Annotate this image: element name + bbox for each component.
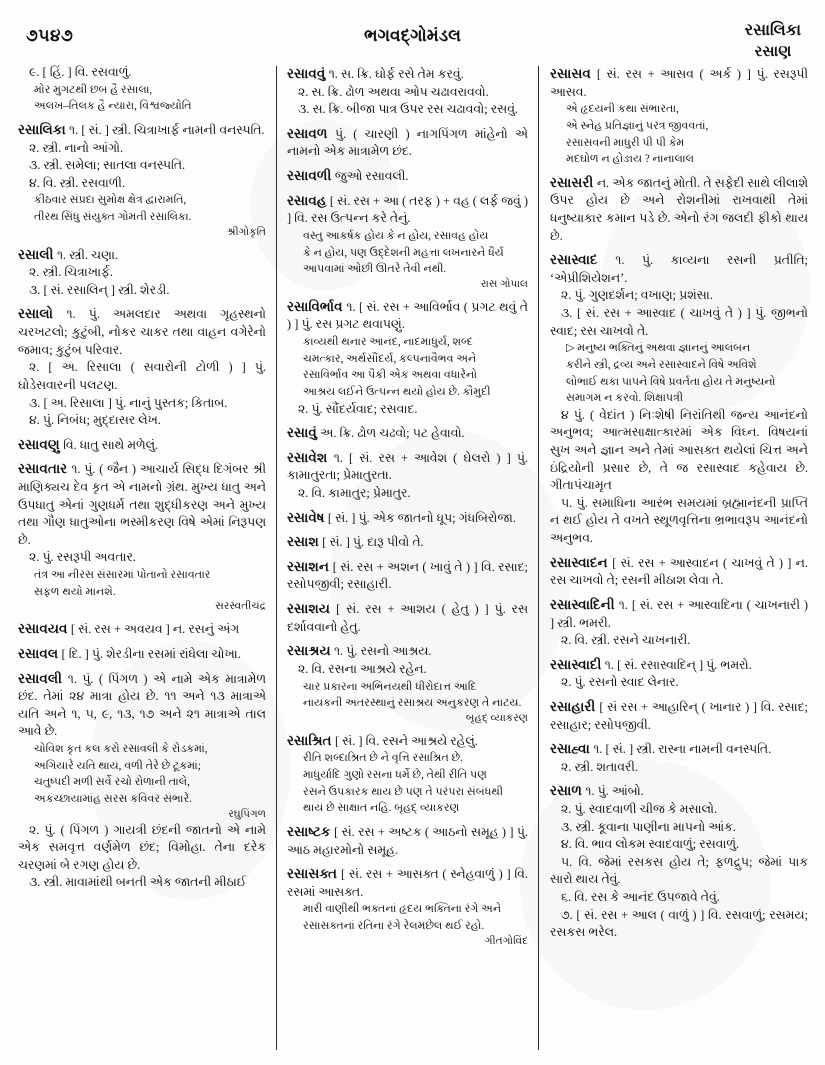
entry-sense: અ. ક્રિ. ઢોળ ચઢવો; ૫ટ હેવાવો. bbox=[320, 426, 465, 441]
dictionary-entry bbox=[550, 655, 808, 692]
entry-sense: ૩. [ સં. રસાલિન્ ] સ્ત્રી. શેરડી. bbox=[29, 282, 170, 297]
entry-sense: ૧. [ સં. રસ + આવિર્ભાવ ( પ્રગટ થવું તે ) ] પું. રસ પ્રગટ થવાપણું. bbox=[287, 299, 529, 332]
entry-sense: ૪. વિ. ભાવ લોકમ સ્વાદવાળું; રસવાળું. bbox=[561, 837, 740, 852]
entry-headword: રસાલી bbox=[18, 246, 57, 262]
entry-quotation: વસ્તુ આકર્ષક હોય કે ન હોય, રસાવહ હોય bbox=[303, 229, 489, 242]
entry-sense: [ સં. રસ + આસવ ( અર્ક ) ] પું. રસરૂપી આસવ. bbox=[550, 67, 808, 99]
quote-citation: સરસ્વતીચંદ્ર bbox=[215, 601, 266, 613]
entry-quotation: આપવામાં ઓછી ઊતરે તેવી નથી. bbox=[303, 263, 447, 276]
quote-citation: રાસ ગોપાલ bbox=[480, 278, 528, 290]
entry-quotation: તીરથ સિંધુ સંયુક્ત ગોમતી રસાલિકા. bbox=[34, 210, 192, 223]
entry-quotation: રસાસક્તનાં રતિના રંગે રેલમછેલ થઈ રહો. bbox=[303, 920, 485, 933]
entry-quotation: તંત્ર આ નીરસ સંસારમાં પોતાનો રસાવતાર bbox=[34, 569, 211, 581]
dictionary-entry bbox=[550, 64, 808, 168]
entry-headword: રસાવલી bbox=[18, 670, 68, 686]
dictionary-entry bbox=[18, 64, 266, 115]
entry-sense: ૨. વિ. કામાતુર; પ્રેમાતુર. bbox=[298, 486, 411, 501]
dictionary-entry bbox=[287, 731, 528, 817]
entry-headword: રસાલો bbox=[18, 306, 67, 322]
entry-sense: ૧. [ સં. ] સ્ત્રી. રાસ્ના નામની વનસ્પતિ. bbox=[593, 742, 772, 757]
dictionary-entry bbox=[287, 448, 528, 503]
entry-sense: ૩. [ સં. રસ + આસ્વાદ ( ચાખવું તે ) ] પું. જીભનો સ્વાદ; રસ ચાખવો તે. bbox=[550, 306, 808, 338]
entry-quotation: મારી વાણીથી ભક્તનાં હૃદય ભક્તિના રંગે અને bbox=[303, 903, 502, 916]
entry-headword: રસાવળી bbox=[287, 168, 335, 184]
dictionary-entry bbox=[287, 557, 528, 594]
dictionary-entry bbox=[550, 595, 808, 650]
entry-headword: રસાવતાર bbox=[18, 461, 72, 477]
entry-headword: રસાહારી bbox=[550, 698, 600, 714]
entry-sense: ૫. વિ. જેમાં રસકસ હોય તે; ફળદ્રુપ; જેમાં પાક સારો થાય તેવું. bbox=[550, 854, 808, 887]
dictionary-entry bbox=[287, 864, 528, 949]
entry-sense: ૩. સ્ત્રી. સમેલા; સાતલા વનસ્પતિ. bbox=[29, 158, 186, 173]
dictionary-entry bbox=[18, 120, 266, 240]
entry-sense: ૨. પું. ગુણદર્શન; વખાણ; પ્રશંસા. bbox=[561, 288, 713, 303]
entry-headword: રસાસ્વાદિની bbox=[550, 596, 619, 612]
entry-sense: ૨. સ. ક્રિ. ઢોળ અથવા ઓપ ચઢાવરાવવો. bbox=[298, 84, 489, 99]
entry-sense: [ સં. રસ + અષ્ટક ( આઠનો સમૂહ ) ] પું. આઠ મહારમોનો સમૂહ. bbox=[287, 825, 528, 857]
entry-sense: [ દિ. ] પું. શેરડીના રસમાં રાંધેલા ચોખા. bbox=[61, 646, 241, 661]
guide-word-bottom: રસાણ bbox=[754, 43, 792, 60]
dictionary-entry bbox=[550, 553, 808, 590]
dictionary-entry bbox=[287, 64, 528, 119]
guide-words bbox=[745, 20, 801, 62]
book-title: ભગવદ્ગોમંડલ bbox=[364, 26, 461, 45]
entry-quotation: આશ્રય લઈને ઉત્પન્ન થયો હોય છે. કૌમુદી bbox=[303, 385, 491, 398]
entry-sense: [ સં. રસ + આસ્વાદન ( ચાખવું તે ) ] ન. રસ ચાખવો તે; રસની મીઠાશ લેવા તે. bbox=[550, 555, 808, 588]
entry-headword: રસાશય bbox=[287, 601, 337, 617]
entry-sense: ૨. વિ. રસના આશ્રયે રહેન. bbox=[298, 661, 427, 676]
entry-sense: ૧. પું. રસનો આશ્રય. bbox=[333, 644, 432, 659]
entry-sense: ૪. વિ. સ્ત્રી. રસવાળી. bbox=[29, 175, 126, 190]
entry-headword: રસાવહ bbox=[287, 192, 330, 208]
entry-headword: રસાવયવ bbox=[18, 621, 71, 637]
entry-sense: ૩. [ અ. રિસાલા ] પું. નાનું પુસ્તક; કિતાબ. bbox=[29, 395, 228, 410]
entry-quotation: માધુર્યાદિ ગુણો રસના ધર્મે છે, તેથી રીતિ પણ bbox=[303, 769, 487, 782]
entry-headword: રસાવિર્ભાવ bbox=[287, 298, 347, 314]
entry-quotation: એ હૃદયની કથા સંભારતા, bbox=[566, 103, 679, 116]
dictionary-entry bbox=[287, 532, 528, 552]
entry-sense: ૭. [ સં. રસ + આલ ( વાળું ) ] વિ. રસવાળું; રસમય; રસકસ ભરેલ. bbox=[550, 907, 808, 940]
entry-sense: ૫. પું. સમાધિના આરંભ સમયમાં બ્રહ્માનંદની પ્રાપ્તિ ન થઈ હોય તે વખતે સ્થૂળવૃત્તિના ભ્રભાવરૂપ આનંદનો અનુભવ. bbox=[550, 495, 808, 546]
entry-sense: ૨. પું. ( પિંગળ ) ગાયત્રી છંદની જાતનો એ નામે એક સમવૃત્ત વર્ણમેળ છંદ; વિમોહા. તેના દરેક ચરણમાં બે રગણ હોય છે. bbox=[18, 822, 266, 872]
dictionary-entry bbox=[18, 435, 266, 455]
entry-sense: ૨. વિ. સ્ત્રી. રસને ચાખનારી. bbox=[561, 633, 691, 648]
entry-quotation: કે ન હોય, પણ ઉદ્દેશની મહત્તા લખનારને ધૈર્ય bbox=[303, 246, 504, 259]
entry-sense: ૨. [ અ. રિસાલા ( સવારોની ટોળી ) ] પું. ઘોડેસવારની પલટણ. bbox=[18, 360, 266, 392]
entry-sense: ૧. [ સં. રસ + આસ્વાદિના ( ચાખનારી ) ] સ્ત્રી. ભમરી. bbox=[550, 597, 808, 630]
entry-quotation: રસાવિર્ભાવ આ પૈકી એક અથવા વધારેનો bbox=[303, 369, 477, 382]
dictionary-entry bbox=[287, 822, 528, 859]
entry-headword: રસાવેશ bbox=[287, 449, 334, 465]
entry-sense: ૧. [ સં. રસાસ્વાદિન્ ] પું. ભમરો. bbox=[604, 657, 752, 672]
entry-sense: ૧. પું. કાવ્યના રસની પ્રતીતિ; ‘એપ્રીશિયેશન’. bbox=[550, 253, 808, 285]
dictionary-entry bbox=[550, 250, 808, 547]
entry-sense: ૧. [ સં. રસ + આવેશ ( ઘેલરો ) ] પું. કામાતુરતા; પ્રેમાતુરતા. bbox=[287, 450, 528, 483]
entry-sense: ૪. પું. નિબંધ; મુદ્દાસર લેખ. bbox=[29, 413, 161, 428]
dictionary-entry bbox=[550, 173, 808, 245]
entry-quotation: કાવ્યથી થનાર આનંદ, નાદમાધુર્ય, શબ્દ bbox=[303, 336, 473, 349]
entry-sense: ૨. સ્ત્રી. શતાવરી. bbox=[561, 759, 638, 774]
entry-headword: રસાશ bbox=[287, 534, 323, 550]
dictionary-entry bbox=[550, 739, 808, 776]
entry-headword: રસાસરી bbox=[550, 174, 597, 190]
entry-sense: ૧. પું. ( પિંગળ ) એ નામે એક માત્રામેળ છંદ. તેમાં ૨૪ માત્રા હોય છે. ૧૧ અને ૧૩ માત્રાએ યતિ અને ૧, ૫, ૯, ૧૩, ૧૭ અને ૨૧ માત્રાએ તાલ આવે છે. bbox=[18, 671, 266, 739]
entry-headword: રસાવેષ bbox=[287, 509, 328, 525]
entry-sense: ૨. સ્ત્રી. નાનો આંગો. bbox=[29, 140, 124, 155]
entry-quotation: મોર મુગટથી છબ હૈ રસાલા, bbox=[34, 83, 153, 96]
entry-quotation: ચમત્કાર, અર્થસૌંદર્ય, કલ્પનાવૈભવ અને bbox=[303, 352, 477, 365]
entry-quotation: ચતુષ્પદી મળી સર્વે રચો રોળાની તાલે, bbox=[34, 776, 190, 789]
page-number: ૭૫૪૭ bbox=[26, 26, 74, 45]
page-header bbox=[0, 14, 825, 66]
entry-quotation: સમાગમ ન કરવો. શિક્ષાપત્રી bbox=[566, 392, 684, 405]
entry-sense: [ સં. રસ + આશય ( હેતુ ) ] પું. રસ દર્શાવવાનો હેતુ. bbox=[287, 602, 528, 634]
entry-quotation: અગિયારે યતિ થાય, વળી તેરે છે ટૂકમાં; bbox=[34, 759, 201, 772]
entry-quotation: એ સ્નેહ પ્રતિજ્ઞાનું પરત્ર જીવવતાં, bbox=[566, 119, 709, 132]
entry-sense: ૨. પું. સૌંદર્યવાદ; રસવાદ. bbox=[298, 401, 418, 416]
entry-sense: [ સં. રસ + અશન ( ખાવું તે ) ] વિ. રસાદ; રસોપજીવી; રસાહારી. bbox=[287, 559, 528, 592]
entry-headword: રસાવવું bbox=[287, 66, 329, 81]
column-container bbox=[18, 64, 808, 1056]
entry-quotation: અલખ–તિલક હૈ ન્યારા, વિશ્વજ્યોતિ bbox=[34, 100, 192, 113]
column-2 bbox=[276, 64, 538, 1056]
entry-sense: ૧. પું. આંબો. bbox=[585, 784, 644, 799]
entry-quotation: રસાસવની માધુરી પી પી કેમ bbox=[566, 136, 685, 149]
entry-sense: ૩. સ્ત્રી. કૂવાના પાણીના માપનો આંક. bbox=[561, 819, 736, 834]
entry-headword: રસાવણુ bbox=[18, 436, 64, 452]
entry-quotation: કીઠવાર સંપ્રદા સુમોક્ષ ક્ષેત્ર દ્વારામતિ, bbox=[34, 194, 187, 207]
entry-sense: ૧. સ. ક્રિ. ઘોર્ફ રસે તેમ કરવું. bbox=[328, 67, 464, 81]
entry-sense: [ સં. ] પું. દારૂ પીવો તે. bbox=[322, 535, 424, 550]
entry-headword: રસાસ્વાદ bbox=[550, 252, 616, 268]
entry-headword: રસાવું bbox=[287, 425, 321, 441]
dictionary-entry bbox=[287, 124, 528, 161]
entry-sense: [ સં. ] પું. એક જાતનો ધૂપ; ગંધબિરોજા. bbox=[327, 510, 516, 525]
entry-headword: રસાવળ bbox=[287, 125, 335, 141]
entry-quotation: મદઘોળ ન હોઙાય ? નાનાલાલ bbox=[566, 153, 694, 166]
entry-headword: રસાસ્વાદી bbox=[550, 656, 605, 672]
dictionary-entry bbox=[287, 166, 528, 186]
guide-word-top: રસાલિકા bbox=[744, 22, 801, 39]
entry-sense: ૨. પું. સ્વાદવાળી ચીજ કે મસાલો. bbox=[561, 802, 718, 817]
entry-sense: ૧. પું. ( જૈન ) આચાર્ય સિદ્ધ દિગંબર શ્રી માણિક્યચ દેવ કૃત એ નામનો ગ્રંથ. મુખ્ય ધાતુ અને ઉપધાતુ એનાં ગુણધર્મ તથા શુદ્ધીકરણ અને મુખ્ય તથા ગૌણ ધાતુઓના ભસ્મીકરણ વિષે એમાં નિરૂપણ છે. bbox=[18, 462, 267, 547]
dictionary-entry bbox=[550, 697, 808, 734]
dictionary-entry bbox=[287, 423, 528, 443]
entry-headword: રસાશ્રય bbox=[287, 643, 334, 659]
entry-sense: [ સં. રસ + આસક્ત ( સ્નેહવાળું ) ] વિ. રસમાં આસક્ત. bbox=[287, 867, 528, 899]
entry-quotation: રીતિ શબ્દાશ્રિત છે ને વૃત્તિ રસાશ્રિત છે. bbox=[303, 752, 463, 765]
dictionary-entry bbox=[287, 641, 528, 726]
entry-sense: ૧. પું. અમલદાર અથવા ગૃહસ્થનો ચરખટલો; કુટુંબી, નોકર ચાકર તથા વાહન વગેરેનો જમાવ; કુટુંબ પરિવાર. bbox=[18, 307, 267, 357]
quote-citation: ગીતગોવિંદ bbox=[484, 935, 528, 947]
entry-sense: [ સં. ] વિ. રસને આશ્રયે રહેલું. bbox=[334, 733, 478, 748]
entry-headword: રસાષ્ટક bbox=[287, 824, 335, 840]
entry-sense: ૧. [ સં. ] સ્ત્રી. ચિત્રાખાર્ફ નામની વનસ્પતિ. bbox=[69, 122, 265, 137]
entry-sense: ૪ પું. ( વેદાંત ) નિઃશેષી નિરાંતિથી જન્ય આનંદનો અનુભવ; આત્મસાક્ષાત્કારમાં એક વિઘ્ન. વિષયનાં સુખ અને જ્ઞાન અને તેમાં આસક્ત થયેલાં ચિત્ત અને ઇંદ્રિયોની પ્રસાર છે, તે જ રસાસ્વાદ કહેવાય છે. ગીતાપંચામૃત bbox=[550, 407, 808, 493]
dictionary-entry bbox=[287, 191, 528, 292]
quote-citation: શ્રીગોકૃતિ bbox=[227, 226, 266, 238]
column-1 bbox=[18, 64, 276, 1056]
entry-quotation: લોભાઈ થકા પાપને વિષે પ્રવર્તતા હોય તે મનુષ્યનો bbox=[566, 375, 776, 388]
entry-sense: [ સં. રસ + આ ( તરફ ) + વહ ( લર્ફ જવું ) ] વિ. રસ ઉત્પન્ન કરે તેનું. bbox=[287, 193, 528, 226]
entry-sense: [ સં રસ + આહારિન્ ( ખાનાર ) ] વિ. રસાદ; રસાહાર; રસોપજીવી. bbox=[550, 699, 808, 732]
entry-quotation: અકંચ્છાયામાંહ સરસ કવિવર સંભારે. bbox=[34, 792, 193, 805]
entry-sense: ૬. વિ. રસ કે આનંદ ઉપજાવે તેવું. bbox=[561, 890, 720, 905]
entry-quotation: કરીને સ્ત્રી, દ્રવ્ય અને રસાસ્વાદને વિષે અવિશે bbox=[566, 358, 757, 371]
entry-sense: ન. એક જાતનું મોતી. તે સફેદી સાથે લીલાશે ઉપર હોય છે અને રોશનીમાં રાખવાથી તેમાં ધનુષ્યાકાર કમાન પડે છે. એનો રંગ જલદી ફીકો થાય છે. bbox=[550, 175, 808, 243]
entry-quotation: રસને ઉપકારક થાય છે પણ તે પરંપરા સંબંધથી bbox=[303, 785, 504, 798]
entry-sense: [ સં. રસ + અવયવ ] ન. રસનું અંગ bbox=[70, 622, 240, 637]
quote-citation: બૃહદ્ વ્યાકરણ bbox=[465, 712, 528, 724]
dictionary-entry bbox=[18, 459, 266, 614]
dictionary-entry bbox=[18, 669, 266, 892]
entry-quotation: ચોવિશ કૃત કલ કરો રસાવલી કે રોડકમાં, bbox=[34, 742, 208, 755]
dictionary-entry bbox=[287, 508, 528, 528]
entry-sense: પું. ( ચારણી ) નાગપિંગળ માંહેનો એ નામનો એક માત્રામેળ છંદ. bbox=[287, 126, 528, 159]
dictionary-entry bbox=[18, 644, 266, 664]
entry-headword: રસાશ્રિત bbox=[287, 732, 335, 748]
dictionary-entry bbox=[18, 245, 266, 300]
column-3 bbox=[538, 64, 808, 1056]
entry-sense: વિ. ધાતુ સાથે મળેલું. bbox=[63, 437, 159, 452]
dictionary-entry bbox=[550, 781, 808, 941]
entry-quotation: સફળ થયો માનશે. bbox=[34, 585, 116, 598]
entry-quotation: ▷ મનુષ્ય ભક્તિનું અથવા જ્ઞાનનું આલંબન bbox=[566, 342, 751, 355]
entry-headword: રસાસવ bbox=[550, 66, 597, 81]
entry-headword: રસાલિકા bbox=[18, 121, 70, 137]
entry-headword: રસાવલ bbox=[18, 645, 62, 661]
entry-headword: રસાશન bbox=[287, 558, 333, 574]
dictionary-entry bbox=[287, 599, 528, 636]
entry-sense: ૩. સ. ક્રિ. બીજા પાત્ર ઉપર રસ ચઢાવવો; રસવું. bbox=[298, 102, 519, 117]
entry-quotation: થાય છે સાક્ષાત નહિ. બૃહદ્ વ્યાકરણ bbox=[303, 802, 460, 815]
entry-headword: રસાળ bbox=[550, 783, 586, 799]
entry-sense: ૩. સ્ત્રી. માવામાંથી બનતી એક જાતની મીઠાઈ bbox=[29, 875, 247, 890]
entry-headword: રસાસ્વાદન bbox=[550, 554, 613, 570]
dictionary-entry bbox=[18, 619, 266, 639]
entry-sense: ૯. [ હિં. ] વિ. રસવાળું. bbox=[29, 65, 132, 79]
entry-sense: ૧. સ્ત્રી. ચણા. bbox=[56, 247, 118, 262]
quote-citation: રઘુપિંગળ bbox=[228, 808, 266, 820]
dictionary-entry bbox=[18, 304, 266, 429]
entry-headword: રસાહ્વા bbox=[550, 741, 594, 757]
entry-sense: ૨. સ્ત્રી. ચિત્રાખાર્ફ. bbox=[29, 265, 113, 280]
entry-sense: ૨. પું. રસરૂપી અવતાર. bbox=[29, 550, 136, 565]
entry-sense: ૨. પું. રસનો સ્વાદ લેનાર. bbox=[561, 675, 679, 690]
entry-quotation: ચાર પ્રકારના અભિનયથી ધીરોદાત્ત આદિ bbox=[303, 680, 477, 693]
entry-sense: જુઓ રસાવલી. bbox=[334, 169, 409, 184]
entry-quotation: નાયકની અંતરસ્થાનું રસાશ્રય અનુકરણ તે નાટય. bbox=[303, 697, 522, 710]
entry-headword: રસાસક્ત bbox=[287, 866, 342, 882]
dictionary-entry bbox=[287, 297, 528, 418]
